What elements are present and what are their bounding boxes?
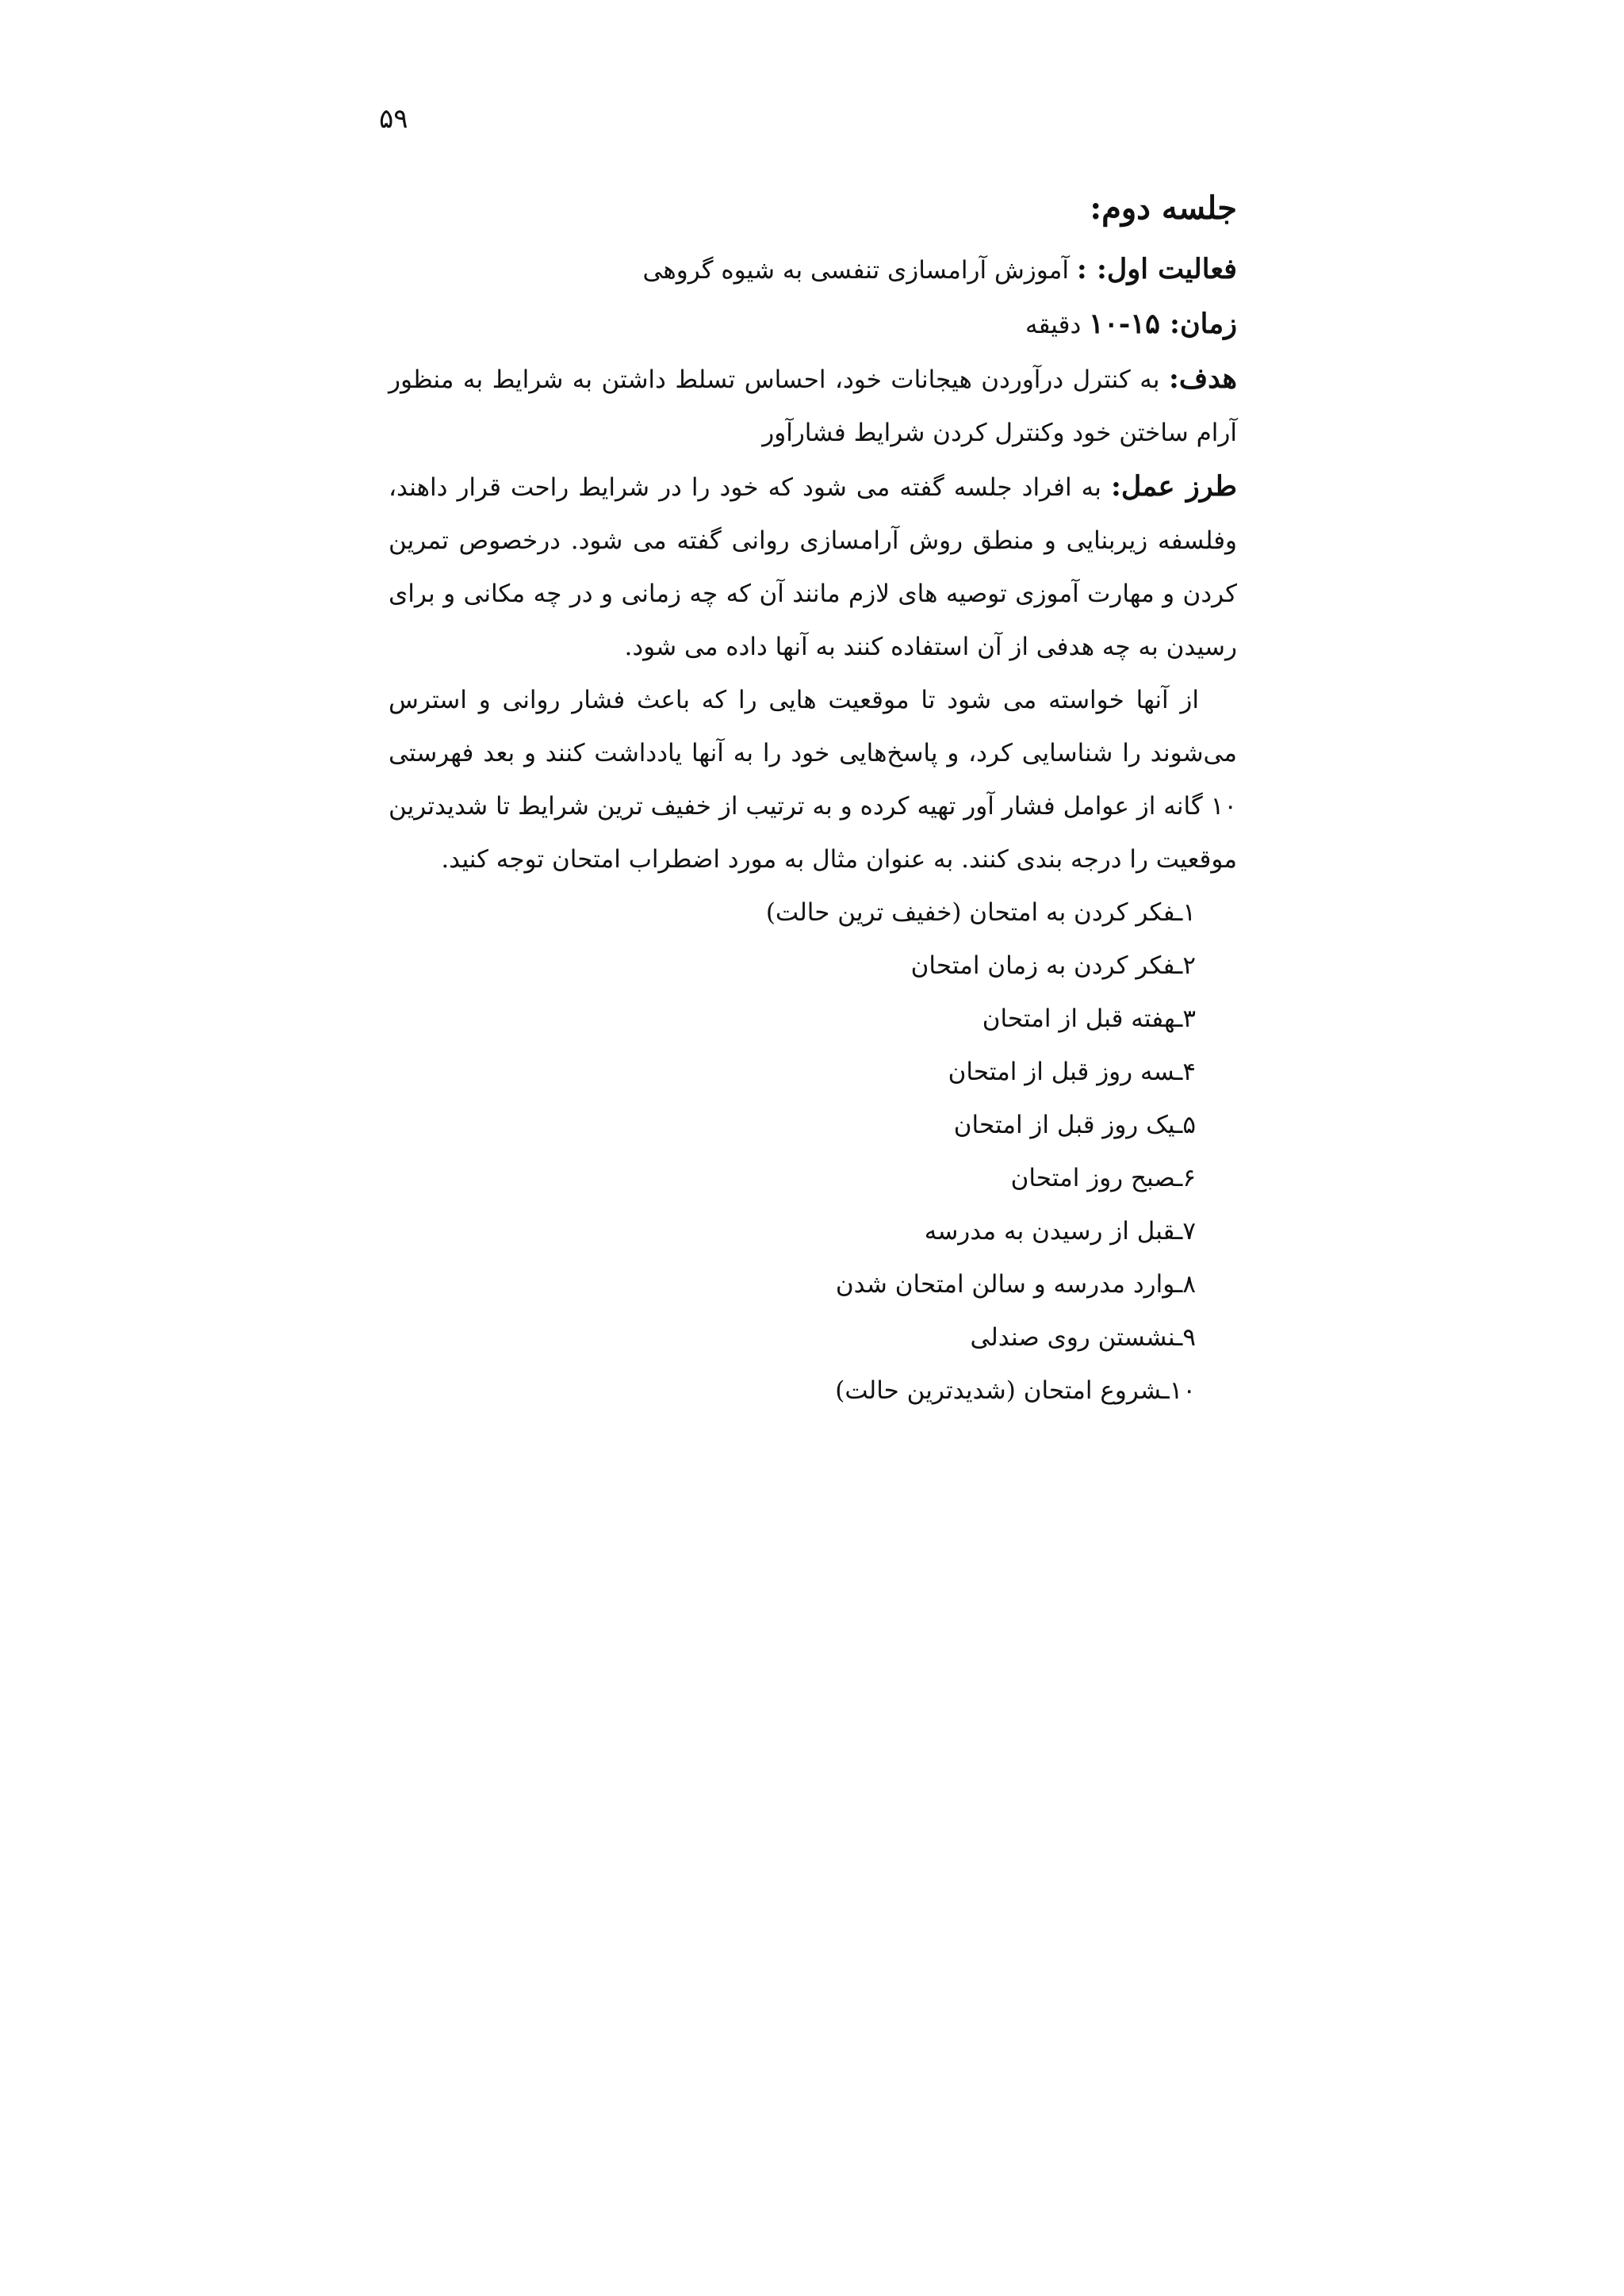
list-item-text: هفته قبل از امتحان [982,1004,1176,1033]
method-label: طرز عمل: [1110,470,1237,503]
list-item [389,1099,1196,1152]
list-item [389,993,1196,1046]
list-item-number: ۶ـ [1175,1164,1196,1192]
activity-label: فعالیت اول: : [1076,253,1237,285]
activity-line [389,243,1237,297]
list-item-text: فکر کردن به زمان امتحان [910,951,1176,980]
list-item-number: ۹ـ [1175,1323,1196,1352]
stress-hierarchy-list [389,886,1237,1418]
list-item [389,1046,1196,1099]
list-item-number: ۱ـ [1175,898,1196,927]
list-item-number: ۸ـ [1175,1270,1196,1299]
page-content [389,181,1237,1418]
list-item-text: یک روز قبل از امتحان [953,1111,1176,1139]
list-item [389,1311,1196,1364]
list-item-number: ۵ـ [1175,1111,1196,1139]
list-item-number: ۷ـ [1175,1217,1196,1246]
list-item [389,1364,1196,1418]
list-item [389,886,1196,939]
body-paragraph: از آنها خواسته می شود تا موقعیت هایی را که باعث فشار روانی و استرس می‌شوند را شناسایی کرد، و پاسخ‌هایی خود را به آنها یادداشت کنند و بعد فهرستی ۱۰ گانه از عوامل فشار آور تهیه کرده و به ترتیب از خفیف ترین شرایط تا شدیدترین موقعیت را درجه بندی کنند. به عنوان مثال به مورد اضطراب امتحان توجه کنید. [389,686,1237,874]
method-paragraph [389,460,1237,674]
time-line [389,297,1237,352]
method-text: به افراد جلسه گفته می شود که خود را در شرایط راحت قرار داهند، وفلسفه زیربنایی و منطق روش آرامسازی روانی گفته می شود. درخصوص تمرین کردن و مهارت آموزی توصیه های لازم مانند آن که چه زمانی و در چه مکانی و برای رسیدن به چه هدفی از آن استفاده کنند به آنها داده می شود. [389,473,1237,661]
time-text: دقیقه [1025,311,1082,339]
list-item-text: قبل از رسیدن به مدرسه [924,1217,1176,1246]
goal-text: به کنترل درآوردن هیجانات خود، احساس تسلط داشتن به شرایط به منظور آرام ساختن خود وکنترل کردن شرایط فشارآور [389,365,1237,447]
goal-paragraph [389,352,1237,460]
list-item [389,1258,1196,1311]
list-item [389,1152,1196,1205]
list-item-number: ۱۰ـ [1162,1376,1196,1405]
list-item-text: سه روز قبل از امتحان [948,1058,1176,1086]
page-number: ۵۹ [379,103,408,135]
list-item-number: ۴ـ [1175,1058,1196,1086]
time-label: زمان: ۱۵-۱۰ [1089,308,1237,340]
activity-text: آموزش آرامسازی تنفسی به شیوه گروهی [642,256,1069,285]
list-item-number: ۳ـ [1175,1004,1196,1033]
list-item-text: فکر کردن به امتحان (خفیف ترین حالت) [765,898,1176,927]
list-item-text: شروع امتحان (شدیدترین حالت) [835,1376,1162,1405]
list-item [389,939,1196,993]
goal-label: هدف: [1168,362,1237,395]
list-item-text: وارد مدرسه و سالن امتحان شدن [835,1270,1176,1299]
list-item [389,1205,1196,1258]
session-title: جلسه دوم: [1090,189,1237,227]
list-item-text: نشستن روی صندلی [970,1323,1176,1352]
list-item-number: ۲ـ [1175,951,1196,980]
list-item-text: صبح روز امتحان [1010,1164,1176,1192]
